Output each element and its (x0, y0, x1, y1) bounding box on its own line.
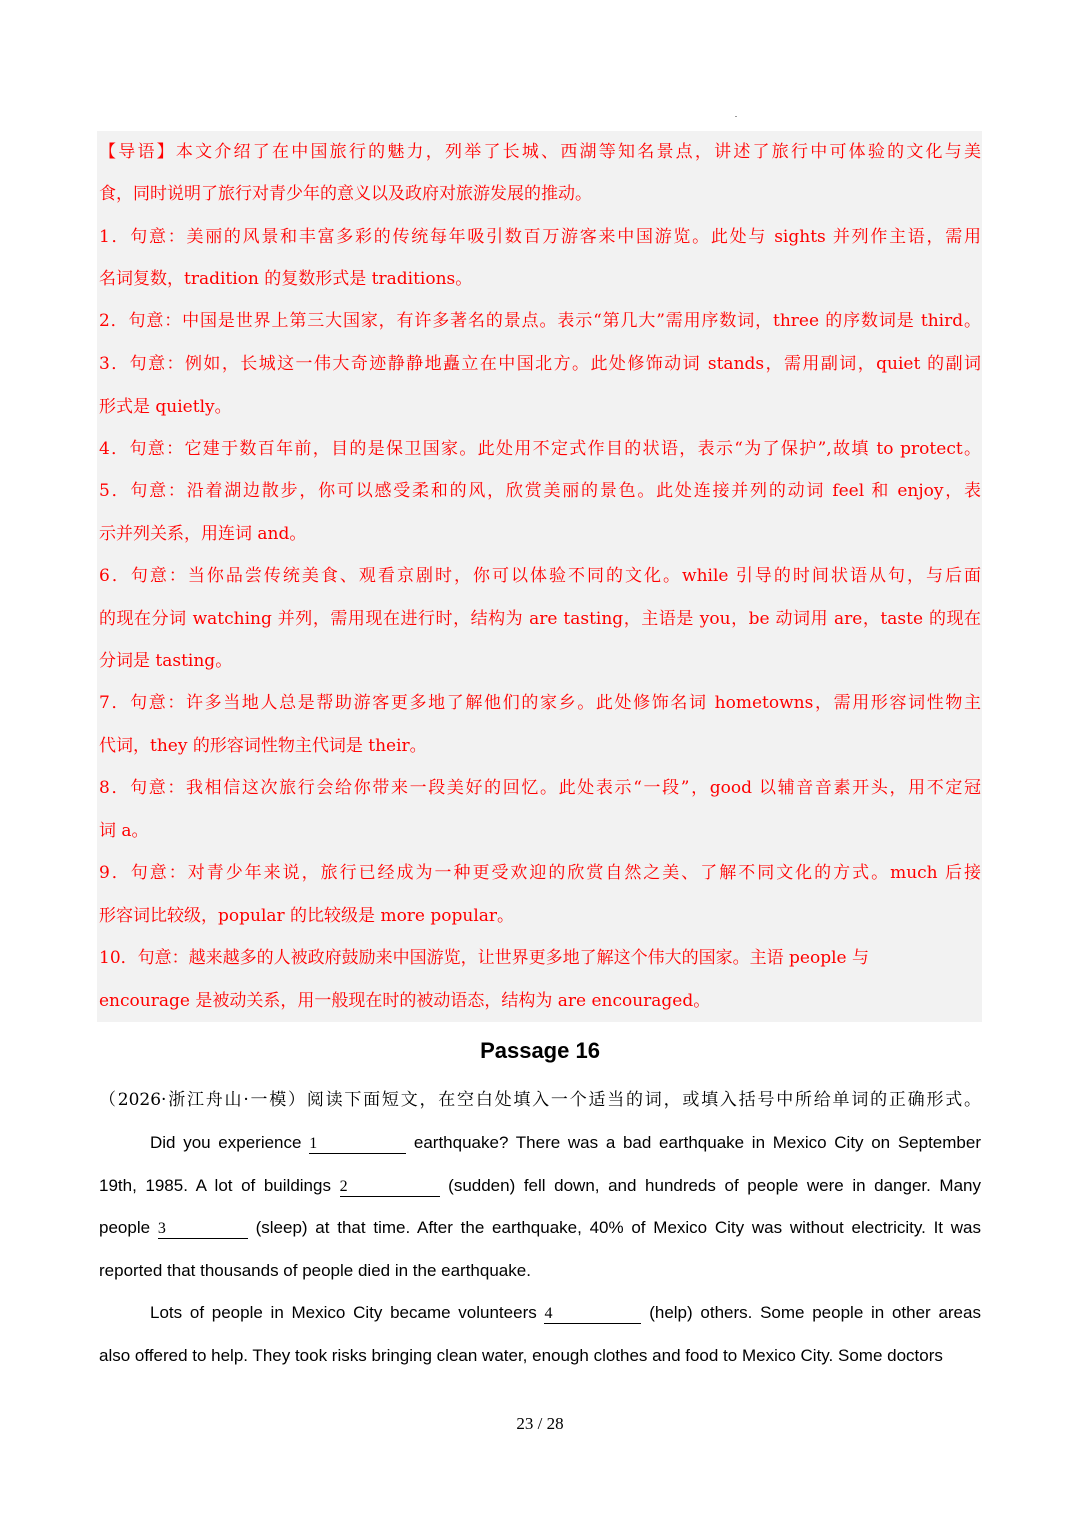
paragraph-line (99, 1302, 981, 1324)
page-number: 23 / 28 (516, 1414, 564, 1433)
answer-line: 食，同时说明了旅行对青少年的意义以及政府对旅游发展的推动。 (99, 184, 592, 204)
passage-title: Passage 16 (480, 1038, 600, 1063)
answer-line: encourage 是被动关系，用一般现在时的被动语态，结构为 are encouraged。 (99, 991, 711, 1011)
passage-instruction: （2026·浙江舟山·一模）阅读下面短文，在空白处填入一个适当的词，或填入括号中所给单词的正确形式。 (99, 1090, 981, 1110)
text-segment: Did you experience (150, 1133, 302, 1152)
answer-line: 【导语】本文介绍了在中国旅行的魅力，列举了长城、西湖等知名景点，讲述了旅行中可体验的文化与美 (99, 142, 981, 162)
answer-line: 形式是 quietly。 (99, 397, 232, 417)
answer-line: 4．句意：它建于数百年前，目的是保卫国家。此处用不定式作目的状语，表示“为了保护”,故填 to protect。 (99, 439, 981, 459)
answer-line: 词 a。 (99, 821, 149, 841)
scan-dot (735, 116, 737, 117)
answer-line: 8．句意：我相信这次旅行会给你带来一段美好的回忆。此处表示“一段”，good 以辅音音素开头，用不定冠 (99, 778, 981, 798)
answer-line: 9．句意：对青少年来说，旅行已经成为一种更受欢迎的欣赏自然之美、了解不同文化的方式。much 后接 (99, 863, 981, 883)
paragraph-line: reported that thousands of people died in the earthquake. (99, 1261, 531, 1280)
answer-line: 1．句意：美丽的风景和丰富多彩的传统每年吸引数百万游客来中国游览。此处与 sights 并列作主语，需用 (99, 227, 981, 247)
answer-line: 2．句意：中国是世界上第三大国家，有许多著名的景点。表示“第几大”需用序数词，three 的序数词是 third。 (99, 311, 981, 331)
text-segment: (sleep) at that time. After the earthquake, 40% of Mexico City was without electricity. It was (255, 1218, 981, 1237)
text-segment: (help) others. Some people in other areas (649, 1303, 981, 1322)
blank-1[interactable]: 1 (309, 1135, 406, 1154)
answer-line: 分词是 tasting。 (99, 651, 233, 671)
blank-4[interactable]: 4 (544, 1305, 641, 1324)
answer-line: 6．句意：当你品尝传统美食、观看京剧时，你可以体验不同的文化。while 引导的时间状语从句，与后面 (99, 566, 981, 586)
text-segment: earthquake? There was a bad earthquake in Mexico City on September (413, 1133, 981, 1152)
answer-line: 示并列关系，用连词 and。 (99, 524, 307, 544)
paragraph-line (99, 1175, 981, 1197)
answer-line: 3．句意：例如，长城这一伟大奇迹静静地矗立在中国北方。此处修饰动词 stands，需用副词，quiet 的副词 (99, 354, 981, 374)
answer-line: 的现在分词 watching 并列，需用现在进行时，结构为 are tasting，主语是 you，be 动词用 are，taste 的现在 (99, 609, 981, 629)
paragraph-line (99, 1132, 981, 1154)
answer-line: 代词，they 的形容词性物主代词是 their。 (99, 736, 427, 756)
answer-line: 形容词比较级，popular 的比较级是 more popular。 (99, 906, 515, 926)
text-segment: Lots of people in Mexico City became volunteers (150, 1303, 537, 1322)
answer-line: 5．句意：沿着湖边散步，你可以感受柔和的风，欣赏美丽的景色。此处连接并列的动词 feel 和 enjoy，表 (99, 481, 981, 501)
answer-line: 名词复数，tradition 的复数形式是 traditions。 (99, 269, 473, 289)
text-segment: (sudden) fell down, and hundreds of people were in danger. Many (448, 1176, 982, 1195)
answer-line: 10．句意：越来越多的人被政府鼓励来中国游览，让世界更多地了解这个伟大的国家。主语 people 与 (99, 948, 869, 968)
paragraph-line (99, 1217, 981, 1239)
answer-line: 7．句意：许多当地人总是帮助游客更多地了解他们的家乡。此处修饰名词 hometowns，需用形容词性物主 (99, 693, 981, 713)
paragraph-line: also offered to help. They took risks bringing clean water, enough clothes and food to Mexico City. Some doctors (99, 1346, 943, 1365)
text-segment: 19th, 1985. A lot of buildings (99, 1176, 331, 1195)
blank-3[interactable]: 3 (158, 1220, 248, 1239)
text-segment: people (99, 1218, 151, 1237)
blank-2[interactable]: 2 (340, 1178, 440, 1197)
